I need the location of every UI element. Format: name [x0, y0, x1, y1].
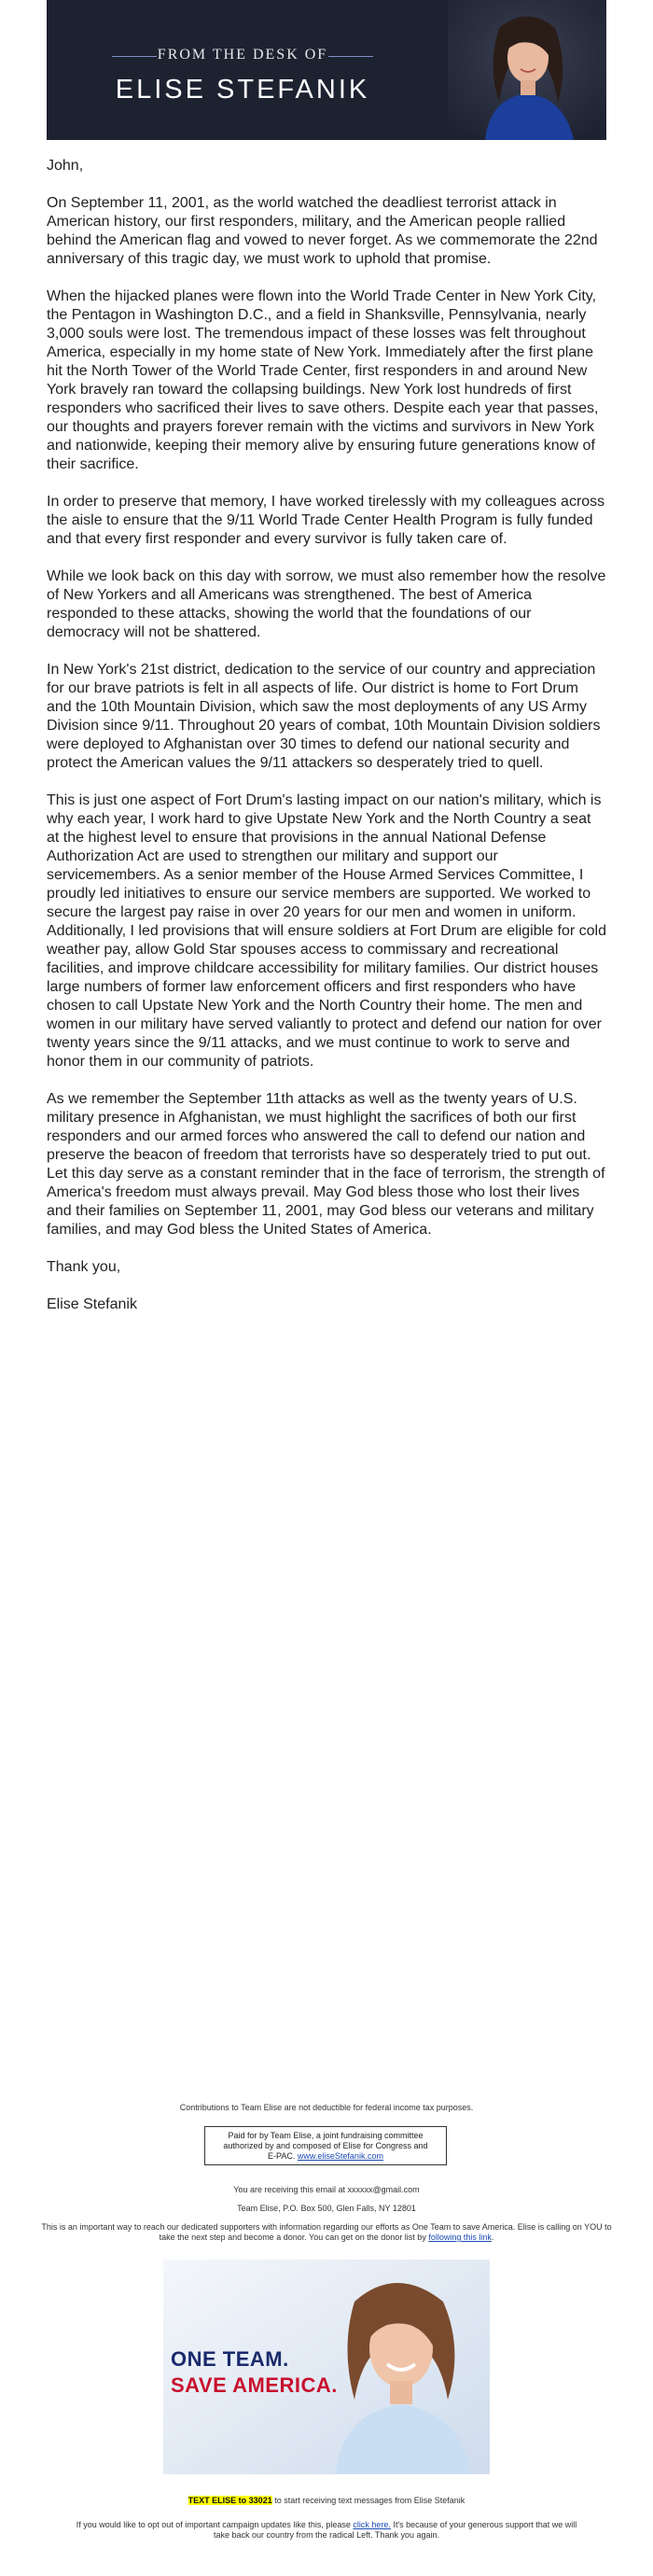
text-cta: [0, 2496, 653, 2506]
paid-line-3: [205, 2151, 446, 2162]
promo-headline-1: ONE TEAM.: [171, 2347, 289, 2371]
optout-rest: It's because of your generous support that we will: [393, 2520, 577, 2529]
portrait-photo: [448, 0, 606, 140]
donor-link[interactable]: following this link: [428, 2233, 492, 2242]
letter-paragraph: In New York's 21st district, dedication to the service of our country and appreciation for our brave patriots is felt in all aspects of life. Our district is home to Fort Drum and the 10th Mountain Division, which saw the most deployments of any US Army Division since 9/11. Throughout 20 years of combat, 10th Mountain Division soldiers were deployed to Afghanistan over 30 times to defend our national security and protect the American values the 9/11 attackers so desperately tried to quell.: [47, 662, 601, 771]
tax-note: Contributions to Team Elise are not deductible for federal income tax purposes.: [179, 2103, 474, 2112]
letter-body: [47, 157, 606, 1333]
text-cta-highlight: TEXT ELISE to 33021: [188, 2496, 272, 2505]
from-the-desk-text: FROM THE DESK OF: [157, 47, 328, 63]
paid-line-1: Paid for by Team Elise, a joint fundraising committee: [228, 2131, 424, 2140]
header-banner: [47, 0, 606, 140]
text-cta-rest: to start receiving text messages from Elise Stefanik: [274, 2496, 465, 2505]
closing: Thank you,: [47, 1259, 121, 1275]
letter-paragraph: When the hijacked planes were flown into the World Trade Center in New York City, the Pentagon in Washington D.C., and a field in Shanksville, Pennsylvania, nearly 3,000 souls were lost. The tremendous impact of these losses was felt throughout America, especially in my home state of New York. Immediately after the first plane hit the North Tower of the World Trade Center, first responders in and around New York bravely ran toward the collapsing buildings. New York lost hundreds of first responders who sacrificed their lives to save others. Despite each year that passes, our thoughts and prayers forever remain with the victims and survivors in New York and nationwide, keeping their memory alive by ensuring future generations know of their sacrifice.: [47, 288, 599, 472]
salutation: John,: [47, 158, 84, 174]
optout-line-2: take back our country from the radical Left. Thank you again.: [214, 2530, 439, 2540]
receiving-notice: You are receiving this email at xxxxxx@gmail.com: [233, 2185, 420, 2194]
paid-line-2: authorized by and composed of Elise for Congress and: [223, 2141, 428, 2150]
letter-paragraph: This is just one aspect of Fort Drum's lasting impact on our nation's military, which is why each year, I work hard to give Upstate New York and the North Country a seat at the highest level to ensure that provisions in the annual National Defense Authorization Act are used to strengthen our military and support our servicemembers. As a senior member of the House Armed Services Committee, I proudly led initiatives to ensure our service members are supported. We worked to secure the largest pay raise in over 20 years for our men and women in uniform. Additionally, I led provisions that will ensure soldiers at Fort Drum are eligible for cold weather pay, allow Gold Star spouses access to commissary and recreational facilities, and improve childcare accessibility for military families. Our district houses large numbers of former law enforcement officers and first responders who have chosen to call Upstate New York and the North Country their home. The men and women in our military have served valiantly to protect and defend our nation for over twenty years since the 9/11 attacks, and we must continue to work to serve and honor them in our community of patriots.: [47, 792, 606, 1070]
website-link[interactable]: www.eliseStefanik.com: [297, 2151, 383, 2161]
letter-paragraph: In order to preserve that memory, I have worked tirelessly with my colleagues across the aisle to ensure that the 9/11 World Trade Center Health Program is fully funded and that every first responder and every survivor is fully taken care of.: [47, 494, 605, 547]
optout-prefix: If you would like to opt out of important campaign updates like this, please: [76, 2520, 351, 2529]
promo-headline-2: SAVE AMERICA.: [171, 2373, 338, 2397]
promo-banner[interactable]: [163, 2260, 490, 2474]
paid-line-3-prefix: E-PAC.: [268, 2151, 296, 2161]
letter-paragraph: As we remember the September 11th attacks as well as the twenty years of U.S. military presence in Afghanistan, we must highlight the sacrifices of both our first responders and our armed forces who answered the call to defend our nation and preserve the beacon of freedom that terrorists have so desperately tried to put out. Let this day serve as a constant reminder that in the face of terrorism, the strength of America's freedom must always prevail. May God bless those who lost their lives and their families on September 11, 2001, may God bless our veterans and military families, and may God bless the United States of America.: [47, 1091, 605, 1238]
donor-notice-text: This is an important way to reach our dedicated supporters with information regarding our efforts as One Team to save America. Elise is calling on YOU to take the next step and become a donor. You can get on the donor list by: [41, 2222, 612, 2242]
donor-notice: This is an important way to reach our dedicated supporters with information regarding our efforts as One Team to save America. Elise is calling on YOU to take the next step and become a donor. You can get on the donor list by following this link.: [41, 2222, 612, 2242]
optout-notice: [0, 2520, 653, 2541]
signature: Elise Stefanik: [47, 1296, 137, 1312]
paid-for-box: [204, 2126, 447, 2165]
header-name: ELISE STEFANIK: [115, 75, 370, 105]
mailing-address: Team Elise, P.O. Box 500, Glen Falls, NY 12801: [237, 2204, 416, 2213]
letter-paragraph: On September 11, 2001, as the world watched the deadliest terrorist attack in American history, our first responders, military, and the American people rallied behind the American flag and vowed to never forget. As we commemorate the 22nd anniversary of this tragic day, we must work to uphold that promise.: [47, 195, 598, 267]
letter-paragraph: While we look back on this day with sorrow, we must also remember how the resolve of New Yorkers and all Americans was strengthened. The best of America responded to these attacks, showing the world that the foundations of our democracy will not be shattered.: [47, 568, 606, 640]
optout-link[interactable]: click here.: [353, 2520, 391, 2529]
